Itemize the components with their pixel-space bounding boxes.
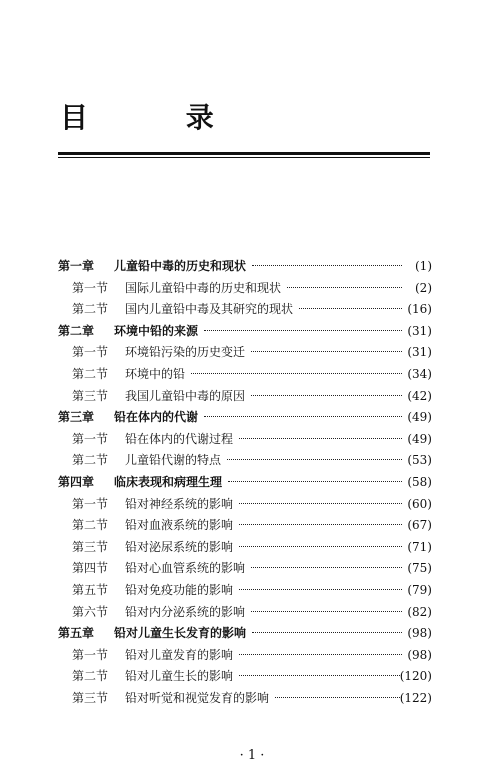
entry-title: 环境中铅的来源 <box>114 323 199 338</box>
entry-title: 铅对儿童发育的影响 <box>125 647 234 662</box>
toc-section-entry <box>72 493 432 515</box>
entry-number: 第六节 <box>72 604 109 619</box>
dot-leader <box>239 589 402 590</box>
title-rule-thick <box>58 152 430 155</box>
entry-number: 第二节 <box>72 453 109 468</box>
entry-title: 铅对心血管系统的影响 <box>125 561 246 576</box>
entry-title: 铅在体内的代谢 <box>114 410 199 425</box>
entry-number: 第二章 <box>58 323 95 338</box>
dot-leader <box>252 632 402 633</box>
entry-number: 第一节 <box>72 345 109 360</box>
entry-number: 第二节 <box>72 367 109 381</box>
dot-leader <box>239 503 402 504</box>
entry-title: 铅对儿童生长发育的影响 <box>114 626 247 641</box>
entry-title: 环境中的铅 <box>125 367 186 381</box>
entry-number: 第一节 <box>72 496 109 511</box>
entry-title: 环境铅污染的历史变迁 <box>125 345 246 360</box>
toc-section-entry <box>72 601 432 623</box>
page-title: 目 录 <box>60 101 258 134</box>
entry-number: 第五节 <box>72 583 109 597</box>
entry-number: 第二节 <box>72 518 109 533</box>
entry-page: (16) <box>407 302 432 317</box>
toc-section-entry <box>72 557 432 579</box>
entry-number: 第一章 <box>58 259 95 273</box>
dot-leader <box>204 330 402 331</box>
dot-leader <box>239 654 402 655</box>
entry-page: (98) <box>407 626 432 641</box>
toc-chapter-entry <box>58 622 432 644</box>
toc-section-entry <box>72 536 432 558</box>
page-number: · 1 · <box>239 748 265 763</box>
entry-page: (75) <box>407 561 432 576</box>
entry-page: (71) <box>407 539 432 554</box>
entry-title: 铅对泌尿系统的影响 <box>125 539 234 554</box>
entry-title: 铅对免疫功能的影响 <box>125 583 234 597</box>
dot-leader <box>239 524 402 525</box>
entry-page: (58) <box>407 475 432 489</box>
toc-chapter-entry <box>58 320 432 342</box>
entry-page: (42) <box>407 388 432 403</box>
toc-section-entry <box>72 514 432 536</box>
entry-number: 第一节 <box>72 431 109 446</box>
entry-title: 儿童铅代谢的特点 <box>125 453 222 468</box>
entry-page: (49) <box>407 410 432 425</box>
toc-section-entry <box>72 449 432 471</box>
entry-number: 第三节 <box>72 691 109 705</box>
entry-number: 第二节 <box>72 302 109 317</box>
entry-number: 第二节 <box>72 669 109 684</box>
entry-number: 第三节 <box>72 539 109 554</box>
toc-section-entry <box>72 363 432 385</box>
dot-leader <box>204 416 402 417</box>
entry-title: 我国儿童铅中毒的原因 <box>125 388 246 403</box>
dot-leader <box>287 287 402 288</box>
title-rule-thin <box>58 157 430 158</box>
entry-page: (122) <box>399 691 432 705</box>
entry-page: (49) <box>407 431 432 446</box>
dot-leader <box>251 351 402 352</box>
dot-leader <box>251 395 402 396</box>
entry-title: 国际儿童铅中毒的历史和现状 <box>125 280 282 295</box>
entry-number: 第三章 <box>58 410 95 425</box>
entry-page: (82) <box>407 604 432 619</box>
dot-leader <box>227 459 402 460</box>
entry-number: 第五章 <box>58 626 95 641</box>
entry-number: 第四节 <box>72 561 109 576</box>
entry-page: (31) <box>407 345 432 360</box>
dot-leader <box>228 481 402 482</box>
toc-chapter-entry <box>58 255 432 277</box>
entry-page: (1) <box>415 259 432 273</box>
entry-title: 铅对神经系统的影响 <box>125 496 234 511</box>
entry-page: (31) <box>407 323 432 338</box>
entry-number: 第四章 <box>58 475 95 489</box>
entry-page: (79) <box>407 583 432 597</box>
entry-page: (120) <box>399 669 432 684</box>
entry-title: 铅在体内的代谢过程 <box>125 431 234 446</box>
entry-title: 铅对内分泌系统的影响 <box>125 604 246 619</box>
entry-title: 铅对血液系统的影响 <box>125 518 234 533</box>
entry-title: 铅对听觉和视觉发育的影响 <box>125 691 270 705</box>
dot-leader <box>252 265 402 266</box>
entry-title: 国内儿童铅中毒及其研究的现状 <box>125 302 294 317</box>
entry-page: (34) <box>407 367 432 381</box>
dot-leader <box>251 567 402 568</box>
toc-section-entry <box>72 644 432 666</box>
toc-section-entry <box>72 298 432 320</box>
entry-page: (53) <box>407 453 432 468</box>
entry-page: (60) <box>407 496 432 511</box>
toc-chapter-entry <box>58 406 432 428</box>
entry-page: (67) <box>407 518 432 533</box>
entry-title: 儿童铅中毒的历史和现状 <box>114 259 247 273</box>
entry-number: 第一节 <box>72 280 109 295</box>
dot-leader <box>239 546 402 547</box>
entry-title: 临床表现和病理生理 <box>114 475 223 489</box>
toc-section-entry <box>72 428 432 450</box>
dot-leader <box>191 373 402 374</box>
dot-leader <box>239 438 402 439</box>
toc-section-entry <box>72 277 432 299</box>
entry-title: 铅对儿童生长的影响 <box>125 669 234 684</box>
entry-number: 第一节 <box>72 647 109 662</box>
entry-page: (2) <box>415 280 432 295</box>
toc-section-entry <box>72 665 432 687</box>
toc-section-entry <box>72 385 432 407</box>
dot-leader <box>239 675 402 676</box>
toc-chapter-entry <box>58 471 432 493</box>
dot-leader <box>299 308 402 309</box>
entry-number: 第三节 <box>72 388 109 403</box>
dot-leader <box>275 697 402 698</box>
toc-section-entry <box>72 579 432 601</box>
toc-section-entry <box>72 687 432 709</box>
dot-leader <box>251 611 402 612</box>
entry-page: (98) <box>407 647 432 662</box>
toc-section-entry <box>72 341 432 363</box>
